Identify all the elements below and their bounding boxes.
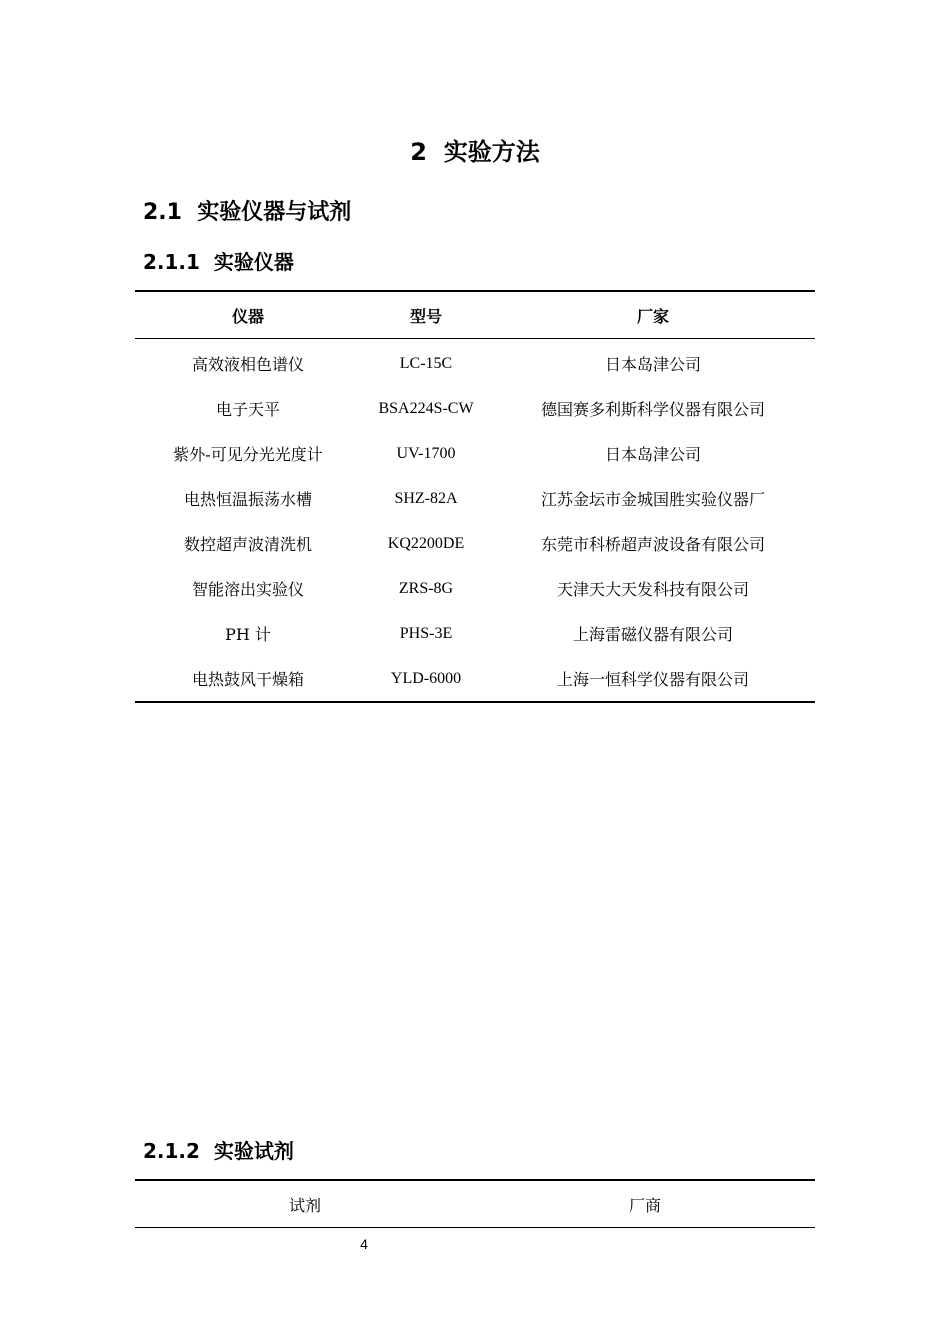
instrument-name: 电热鼓风干燥箱 xyxy=(191,670,304,689)
page-number: 4 xyxy=(360,1236,368,1252)
instrument-model: SHZ-82A xyxy=(394,489,458,507)
instrument-model: KQ2200DE xyxy=(387,534,465,552)
instrument-model: PHS-3E xyxy=(399,624,453,642)
header-instrument: 仪器 xyxy=(231,306,264,326)
section-heading: 2.1 实验仪器与试剂 xyxy=(143,200,352,225)
header-manufacturer: 厂家 xyxy=(636,306,669,326)
instrument-name: 电热恒温振荡水槽 xyxy=(183,490,312,509)
table-row xyxy=(135,341,815,386)
instrument-name: 电子天平 xyxy=(215,400,280,419)
table-row xyxy=(135,656,815,701)
subsection-heading-instruments: 2.1.1 实验仪器 xyxy=(143,250,294,274)
instrument-name: 数控超声波清洗机 xyxy=(183,535,312,554)
table-header-row xyxy=(135,1181,815,1227)
instrument-name: 高效液相色谱仪 xyxy=(191,355,304,374)
header-model: 型号 xyxy=(409,306,442,326)
table-header-row xyxy=(135,292,815,338)
instrument-table xyxy=(135,290,815,703)
instrument-model: ZRS-8G xyxy=(398,579,454,597)
header-supplier: 厂商 xyxy=(628,1195,661,1215)
instrument-manufacturer: 东莞市科桥超声波设备有限公司 xyxy=(540,535,765,554)
instrument-manufacturer: 上海一恒科学仪器有限公司 xyxy=(556,670,749,689)
table-row xyxy=(135,611,815,656)
table-bottom-rule xyxy=(135,701,815,703)
instrument-manufacturer: 日本岛津公司 xyxy=(604,445,701,464)
instrument-name: 紫外-可见分光光度计 xyxy=(173,445,323,464)
instrument-model: UV-1700 xyxy=(396,444,456,462)
instrument-manufacturer: 天津天大天发科技有限公司 xyxy=(556,580,749,599)
reagent-table xyxy=(135,1179,815,1228)
instrument-model: BSA224S-CW xyxy=(378,399,474,417)
instrument-name: 智能溶出实验仪 xyxy=(191,580,304,599)
instrument-manufacturer: 上海雷磁仪器有限公司 xyxy=(572,625,733,644)
chapter-title: 2 实验方法 xyxy=(410,138,540,166)
instrument-manufacturer: 德国赛多利斯科学仪器有限公司 xyxy=(540,400,765,419)
table-header-rule xyxy=(135,338,815,339)
table-row xyxy=(135,566,815,611)
table-row xyxy=(135,386,815,431)
header-reagent: 试剂 xyxy=(288,1195,321,1215)
table-header-rule xyxy=(135,1227,815,1228)
table-row xyxy=(135,431,815,476)
instrument-name: PH 计 xyxy=(225,625,271,644)
instrument-manufacturer: 江苏金坛市金城国胜实验仪器厂 xyxy=(540,490,765,509)
instrument-model: YLD-6000 xyxy=(390,669,462,687)
table-row xyxy=(135,476,815,521)
subsection-heading-reagents: 2.1.2 实验试剂 xyxy=(143,1139,294,1163)
instrument-manufacturer: 日本岛津公司 xyxy=(604,355,701,374)
table-row xyxy=(135,521,815,566)
instrument-model: LC-15C xyxy=(399,354,453,372)
